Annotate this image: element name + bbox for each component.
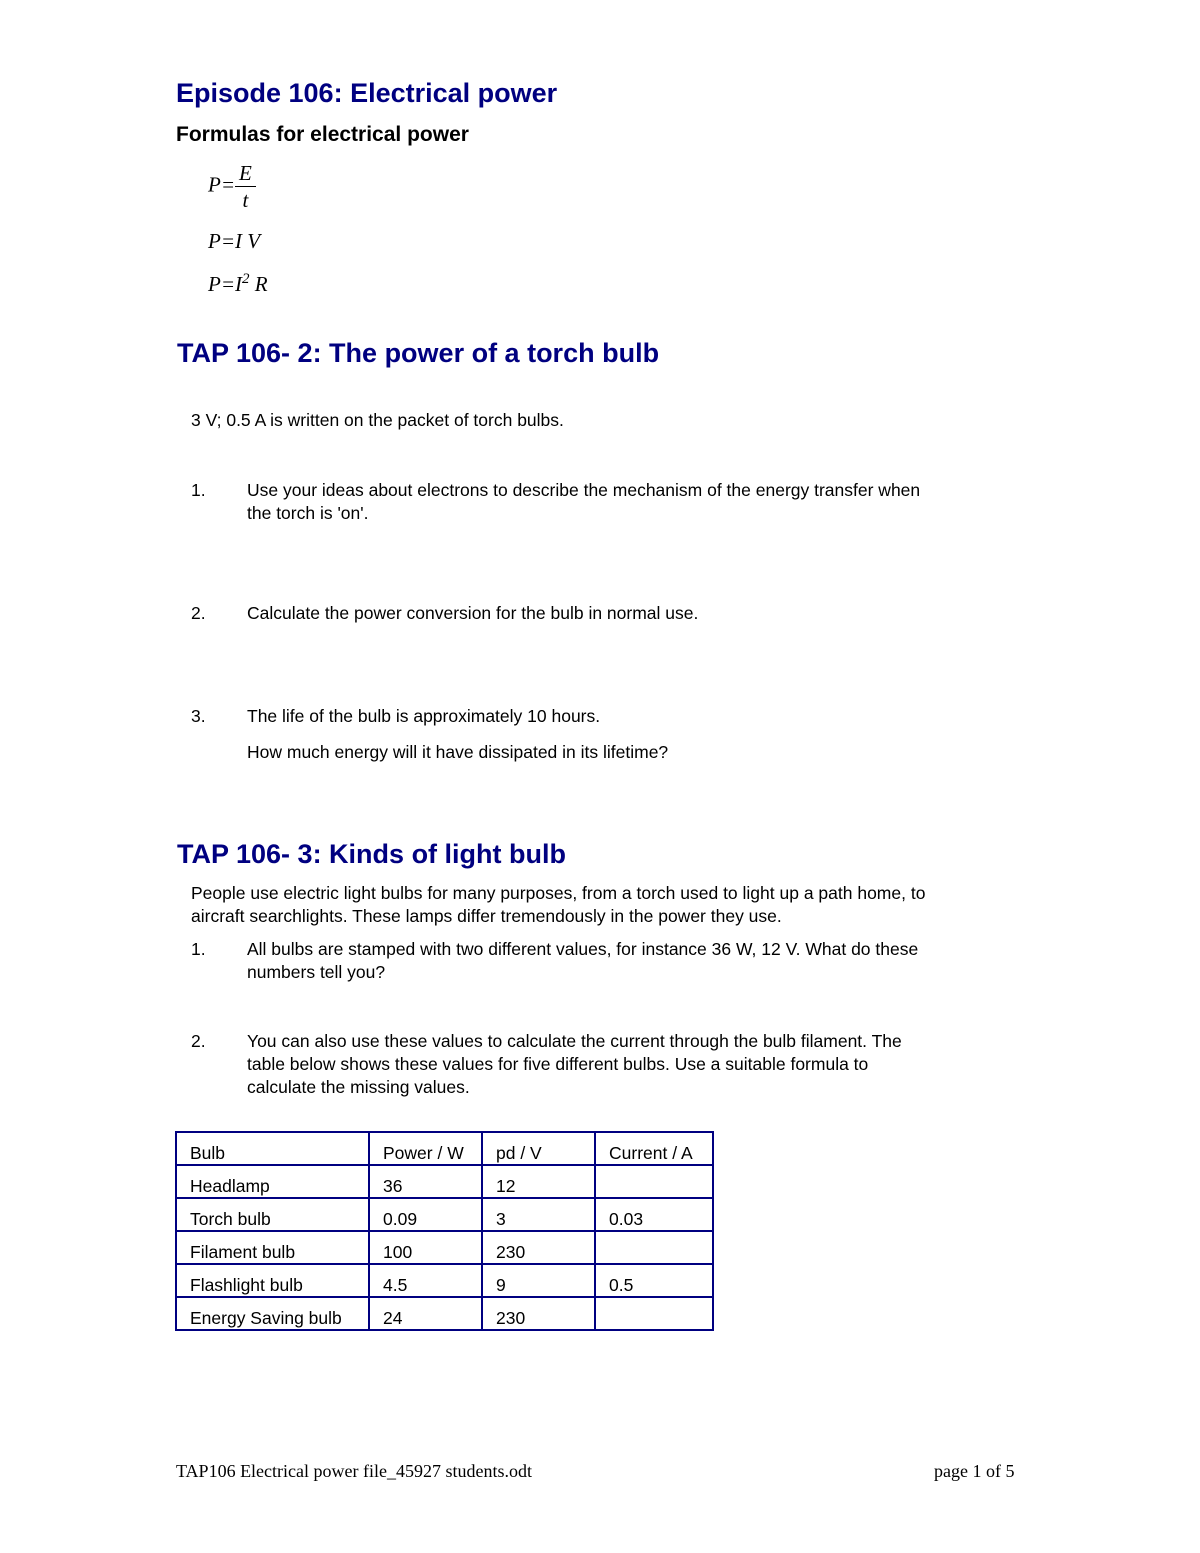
section-heading-light-bulbs: TAP 106- 3: Kinds of light bulb [177,839,567,869]
table-cell: 230 [482,1297,595,1330]
formula-energy-over-time [208,162,256,211]
question-line: Use your ideas about electrons to describe the mechanism of the energy transfer when [247,480,921,500]
question-text [247,479,920,525]
formula-part: P=I [208,272,242,296]
table-cell: 0.03 [595,1198,713,1231]
question-text: Calculate the power conversion for the bulb in normal use. [247,603,699,623]
formula-lhs: P= [208,172,235,197]
table-cell: Filament bulb [176,1231,369,1264]
question-text [247,1030,902,1099]
intro-line: aircraft searchlights. These lamps differ tremendously in the power they use. [191,906,782,926]
section-heading-torch-bulb: TAP 106- 2: The power of a torch bulb [177,338,660,368]
question-number: 1. [191,480,206,500]
table-cell: 100 [369,1231,482,1264]
table-cell: 3 [482,1198,595,1231]
table-cell: 24 [369,1297,482,1330]
table-header-row [176,1132,713,1165]
table-row [176,1297,713,1330]
question-number: 2. [191,1031,206,1051]
formula-current-resistance [208,271,268,297]
table-cell [595,1231,713,1264]
table-cell: 0.5 [595,1264,713,1297]
formula-current-voltage: P=I V [208,229,261,253]
question-text: How much energy will it have dissipated in its lifetime? [247,742,669,762]
question-line: numbers tell you? [247,962,386,982]
footer-page-number: page 1 of 5 [934,1461,1015,1481]
table-cell [595,1165,713,1198]
fraction [235,162,256,211]
question-line: All bulbs are stamped with two different values, for instance 36 W, 12 V. What do these [247,939,919,959]
table-cell: 4.5 [369,1264,482,1297]
torch-intro: 3 V; 0.5 A is written on the packet of torch bulbs. [191,410,564,430]
question-line: table below shows these values for five different bulbs. Use a suitable formula to [247,1054,869,1074]
question-line: calculate the missing values. [247,1077,470,1097]
page-title: Episode 106: Electrical power [176,78,558,108]
table-header-cell: pd / V [482,1132,595,1165]
table-cell: Headlamp [176,1165,369,1198]
fraction-numerator: E [235,162,256,187]
table-header-cell: Power / W [369,1132,482,1165]
footer-filename: TAP106 Electrical power file_45927 students.odt [176,1461,532,1481]
question-number: 2. [191,603,206,623]
table-header-cell: Bulb [176,1132,369,1165]
table-cell: 9 [482,1264,595,1297]
formula-part: R [249,272,268,296]
question-number: 1. [191,939,206,959]
table-cell: 12 [482,1165,595,1198]
table-cell [595,1297,713,1330]
table-row [176,1165,713,1198]
table-row [176,1264,713,1297]
question-line: the torch is 'on'. [247,503,369,523]
bulb-table [175,1131,714,1331]
fraction-denominator: t [242,188,249,212]
table-cell: 36 [369,1165,482,1198]
table-header-cell: Current / A [595,1132,713,1165]
table-cell: 0.09 [369,1198,482,1231]
table-cell: Flashlight bulb [176,1264,369,1297]
question-line: You can also use these values to calculate the current through the bulb filament. The [247,1031,902,1051]
table-cell: Energy Saving bulb [176,1297,369,1330]
question-text [247,938,918,984]
table-row [176,1198,713,1231]
question-number: 3. [191,706,206,726]
formula-exponent: 2 [242,271,250,287]
intro-line: People use electric light bulbs for many purposes, from a torch used to light up a path home, to [191,883,926,903]
table-cell: Torch bulb [176,1198,369,1231]
table-row [176,1231,713,1264]
light-bulbs-intro [191,882,925,928]
table-cell: 230 [482,1231,595,1264]
formulas-heading: Formulas for electrical power [176,123,469,146]
question-text: The life of the bulb is approximately 10 hours. [247,706,601,726]
